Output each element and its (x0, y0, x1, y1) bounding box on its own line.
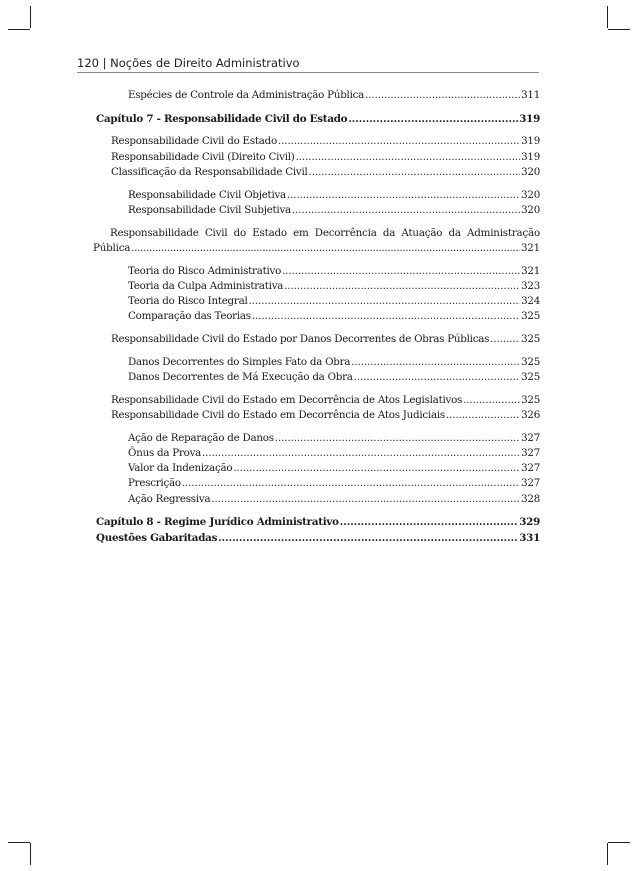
toc-entry: Responsabilidade Civil do Estado em Decorrência de Atos Judiciais ..... 326 (111, 409, 540, 422)
toc-entry: Espécies de Controle da Administração Pública ..... 311 (128, 89, 540, 102)
toc-entry: Responsabilidade Civil do Estado por Danos Decorrentes de Obras Públicas ..... 325 (111, 333, 540, 346)
toc-chapter-8: Capítulo 8 - Regime Jurídico Administrativo ..... 329 (96, 516, 540, 529)
toc-entry: Danos Decorrentes de Má Execução da Obra ..... 325 (128, 371, 540, 384)
toc-entry: Ação Regressiva ..... 328 (128, 493, 540, 506)
toc-chapter-7: Capítulo 7 - Responsabilidade Civil do Estado ..... 319 (96, 113, 540, 126)
book-title: Noções de Direito Administrativo (110, 56, 300, 70)
toc-entry: Comparação das Teorias ..... 325 (128, 310, 540, 323)
toc-entry: Responsabilidade Civil Objetiva ..... 320 (128, 189, 540, 202)
toc-entry: Teoria do Risco Integral ..... 324 (128, 295, 540, 308)
toc-entry: Responsabilidade Civil do Estado em Decorrência de Atos Legislativos ..... 325 (111, 394, 540, 407)
header-separator: | (102, 56, 107, 70)
toc-entry: Valor da Indenização ..... 327 (128, 462, 540, 475)
toc-entry: Responsabilidade Civil Subjetiva ..... 320 (128, 204, 540, 217)
toc-entry: Responsabilidade Civil (Direito Civil) ..... 319 (111, 151, 540, 164)
toc-entry: Classificação da Responsabilidade Civil ..... 320 (111, 166, 540, 179)
toc-entry-multiline (93, 226, 540, 256)
page-number: 120 (77, 56, 99, 70)
toc-entry: Responsabilidade Civil do Estado ..... 319 (111, 135, 540, 148)
toc-entry: Ônus da Prova ..... 327 (128, 447, 540, 460)
toc-entry-line: Responsabilidade Civil do Estado em Decorrência da Atuação da Administração (110, 227, 540, 239)
toc-entry: Prescrição ..... 327 (128, 477, 540, 490)
toc-entry: Teoria do Risco Administrativo ..... 321 (128, 265, 540, 278)
toc-entry: Danos Decorrentes do Simples Fato da Obra ..... 325 (128, 356, 540, 369)
toc-entry: Teoria da Culpa Administrativa ..... 323 (128, 280, 540, 293)
toc-entry-line: Pública ..... 321 (93, 241, 540, 256)
toc-questoes: Questões Gabaritadas ..... 331 (96, 532, 540, 545)
toc-entry: Ação de Reparação de Danos ..... 327 (128, 432, 540, 445)
